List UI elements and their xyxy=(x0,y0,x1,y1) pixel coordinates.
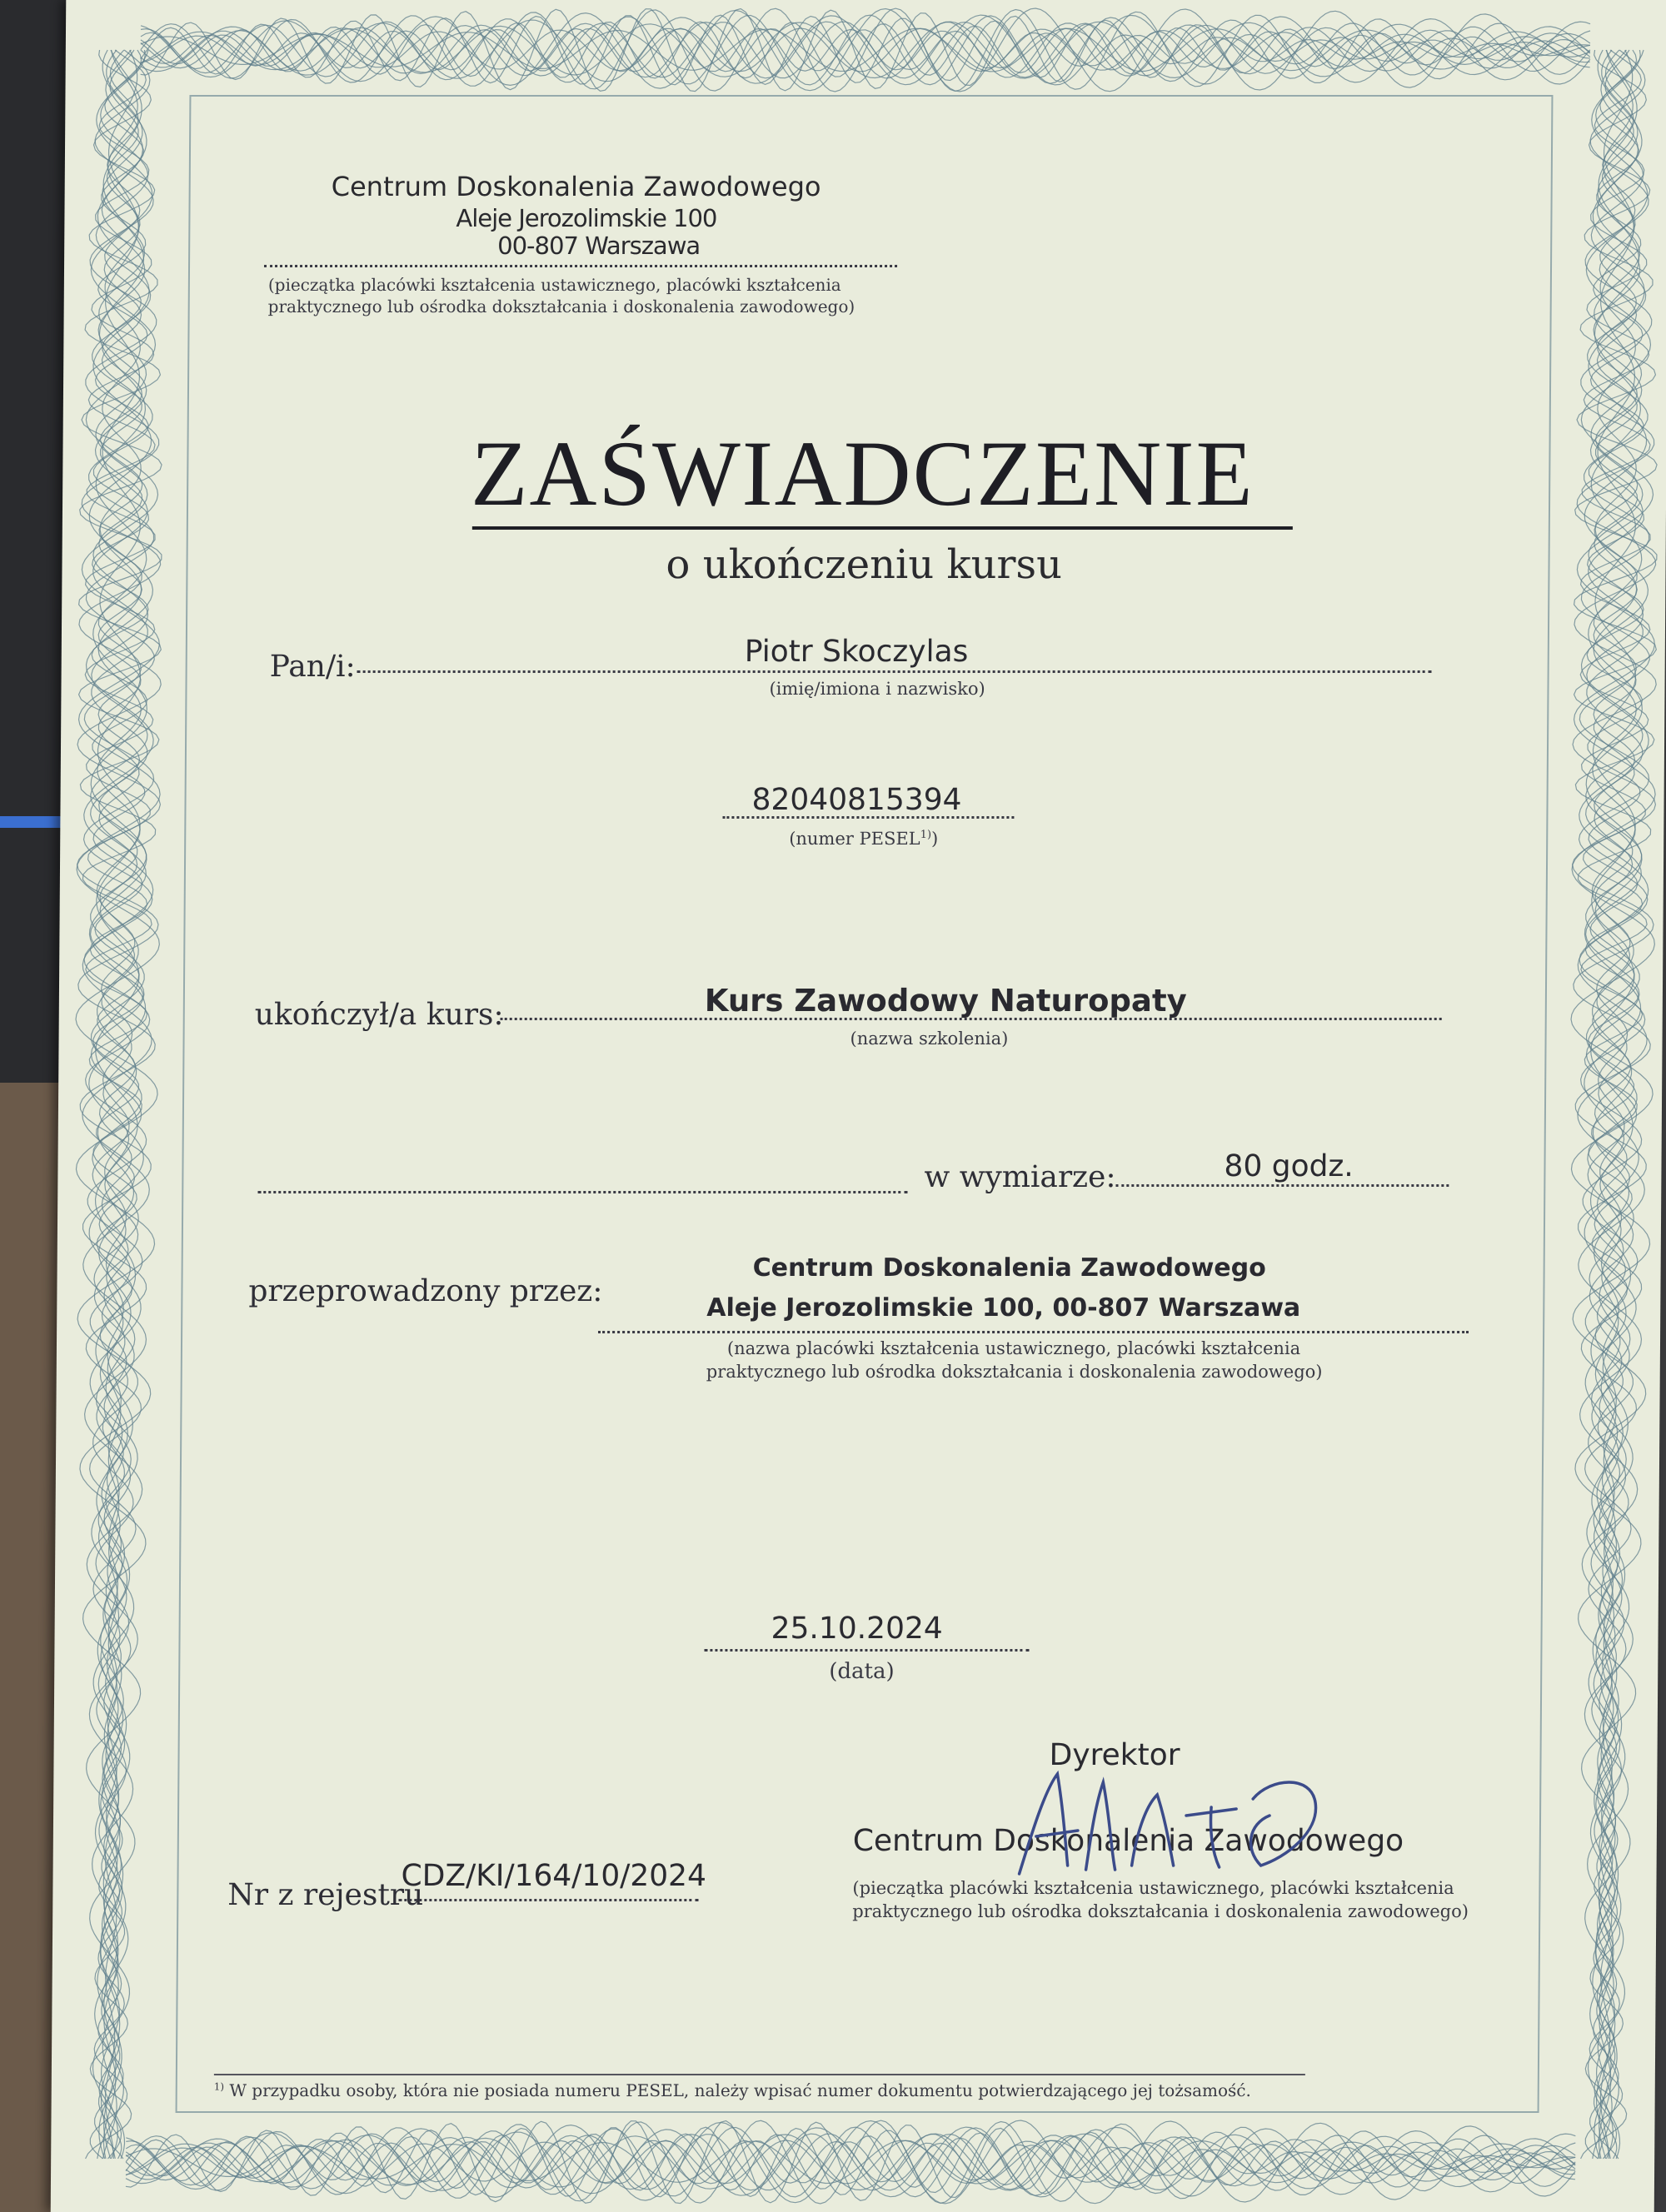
header-stamp-line3: 00-807 Warszawa xyxy=(497,232,701,260)
name-value: Piotr Skoczylas xyxy=(744,635,969,669)
document-title: ZAŚWIADCZENIE xyxy=(470,422,1255,526)
name-dotted-line xyxy=(357,670,1432,673)
organizer-value-line1: Centrum Doskonalenia Zawodowego xyxy=(752,1253,1266,1283)
registry-dotted-line xyxy=(398,1899,698,1901)
director-caption2: praktycznego lub ośrodka dokształcania i doskonalenia zawodowego) xyxy=(852,1901,1469,1921)
organizer-dotted-line xyxy=(598,1331,1469,1333)
header-stamp-dotted-line xyxy=(264,265,897,267)
director-stamp: Centrum Doskonalenia Zawodowego xyxy=(852,1824,1404,1858)
registry-value: CDZ/KI/164/10/2024 xyxy=(401,1859,707,1893)
organizer-caption2: praktycznego lub ośrodka dokształcania i doskonalenia zawodowego) xyxy=(706,1362,1323,1382)
certificate-paper xyxy=(51,0,1666,2212)
guilloche-line xyxy=(126,2120,1576,2204)
header-stamp-line2: Aleje Jerozolimskie 100 xyxy=(456,204,717,232)
pesel-value: 82040815394 xyxy=(751,783,962,817)
director-title: Dyrektor xyxy=(1049,1738,1180,1772)
header-stamp-caption1: (pieczątka placówki kształcenia ustawicznego, placówki kształcenia xyxy=(267,275,841,295)
organizer-label: przeprowadzony przez: xyxy=(248,1274,603,1308)
course-value: Kurs Zawodowy Naturopaty xyxy=(704,983,1187,1019)
hours-dotted-line xyxy=(1115,1184,1449,1187)
date-value: 25.10.2024 xyxy=(771,1612,943,1646)
pesel-caption: (numer PESEL$^{1)}$) xyxy=(789,829,939,849)
director-caption1: (pieczątka placówki kształcenia ustawicznego, placówki kształcenia xyxy=(852,1878,1454,1898)
hours-left-dotted-line xyxy=(257,1191,907,1193)
title-underline xyxy=(472,526,1293,530)
header-stamp-line1: Centrum Doskonalenia Zawodowego xyxy=(331,171,821,202)
header-stamp-caption2: praktycznego lub ośrodka dokształcania i doskonalenia zawodowego) xyxy=(267,296,855,316)
course-label: ukończył/a kurs: xyxy=(254,998,504,1032)
course-caption: (nazwa szkolenia) xyxy=(850,1029,1009,1049)
director-signature xyxy=(985,1757,1336,1882)
footnote-rule xyxy=(214,2074,1305,2075)
guilloche-line xyxy=(141,8,1591,92)
name-caption: (imię/imiona i nazwisko) xyxy=(769,679,985,699)
guilloche-inner-frame xyxy=(177,96,1553,2112)
hours-label: w wymiarze: xyxy=(924,1160,1116,1194)
organizer-caption1: (nazwa placówki kształcenia ustawicznego, placówki kształcenia xyxy=(726,1338,1301,1358)
document-subtitle: o ukończeniu kursu xyxy=(666,541,1063,588)
hours-value: 80 godz. xyxy=(1224,1149,1354,1183)
date-dotted-line xyxy=(704,1649,1029,1652)
registry-label: Nr z rejestru xyxy=(227,1878,424,1912)
date-caption: (data) xyxy=(829,1659,895,1684)
name-label: Pan/i: xyxy=(269,650,356,684)
organizer-value-line2: Aleje Jerozolimskie 100, 00-807 Warszawa xyxy=(706,1293,1301,1323)
footnote: $^{1)}$ W przypadku osoby, która nie posiada numeru PESEL, należy wpisać numer dokumentu potwierdzającego jej tożsamość. xyxy=(213,2080,1251,2100)
